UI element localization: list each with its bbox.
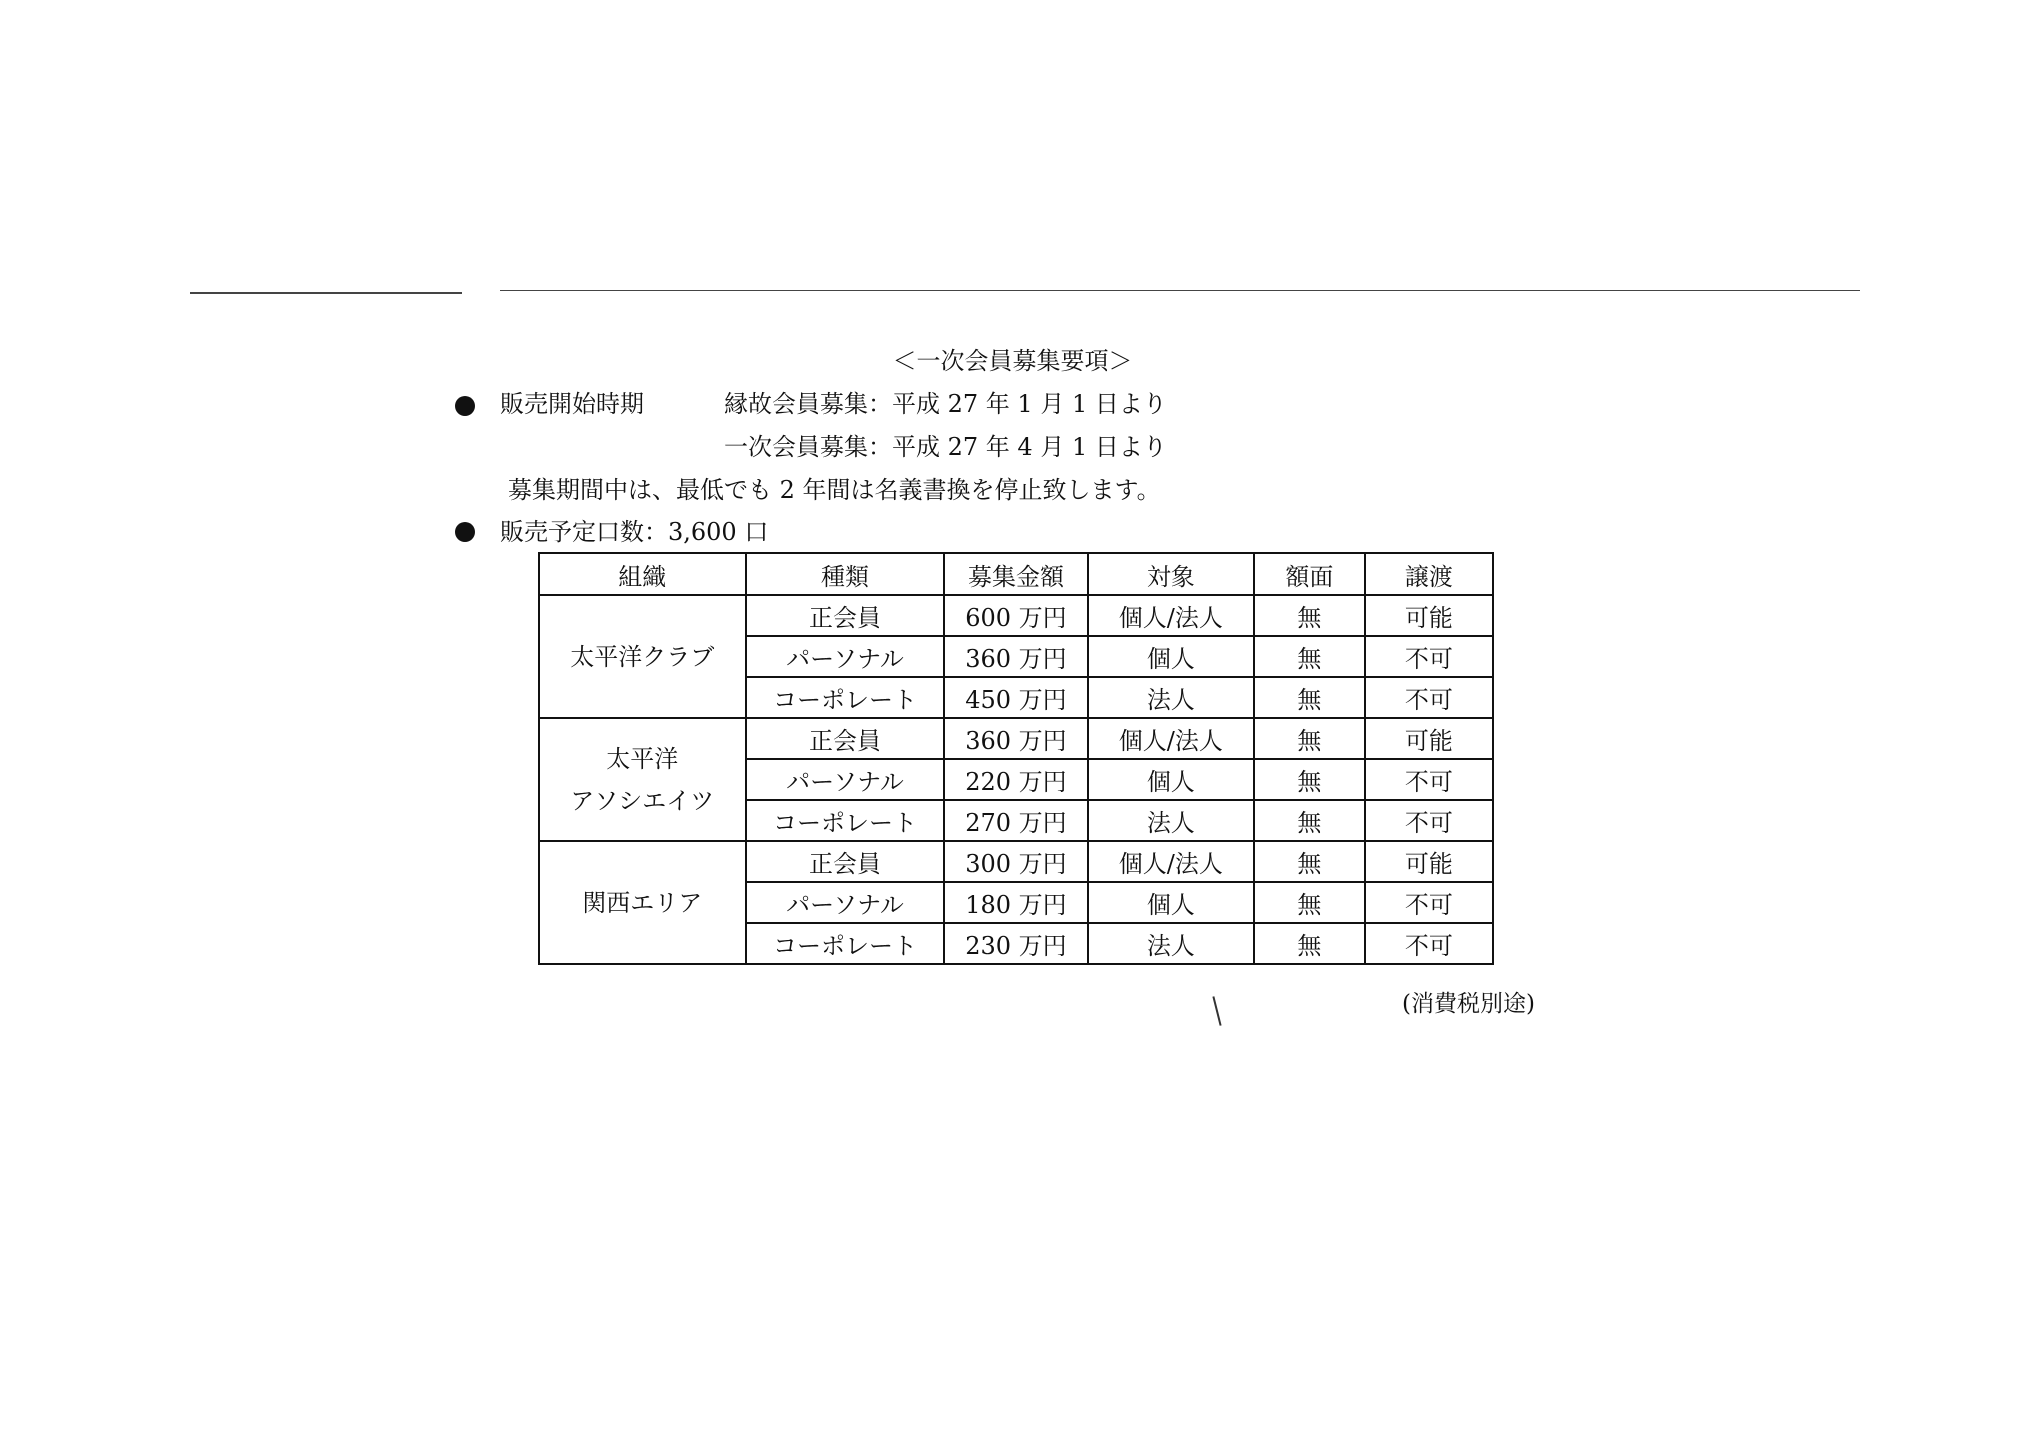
header-org: 組織 bbox=[539, 553, 746, 595]
transfer-cell: 不可 bbox=[1365, 800, 1493, 841]
type-cell: パーソナル bbox=[746, 636, 945, 677]
header-target: 対象 bbox=[1088, 553, 1255, 595]
target-cell: 個人/法人 bbox=[1088, 595, 1255, 636]
header-amount: 募集金額 bbox=[944, 553, 1087, 595]
bullet-icon bbox=[455, 522, 475, 542]
ichiji-recruitment-date: 一次会員募集：平成 27 年 4 月 1 日より bbox=[724, 433, 1167, 461]
amount-cell: 230 万円 bbox=[944, 923, 1087, 964]
face-value-cell: 無 bbox=[1254, 759, 1365, 800]
target-cell: 個人 bbox=[1088, 882, 1255, 923]
tax-note: (消費税別途) bbox=[1402, 991, 1535, 1017]
table-header-row bbox=[539, 553, 1493, 595]
target-cell: 法人 bbox=[1088, 923, 1255, 964]
bullet-icon bbox=[455, 396, 475, 416]
target-cell: 個人/法人 bbox=[1088, 718, 1255, 759]
face-value-cell: 無 bbox=[1254, 923, 1365, 964]
target-cell: 個人/法人 bbox=[1088, 841, 1255, 882]
org-cell: 太平洋クラブ bbox=[539, 595, 746, 718]
stray-pen-mark bbox=[1212, 996, 1221, 1026]
face-value-cell: 無 bbox=[1254, 841, 1365, 882]
face-value-cell: 無 bbox=[1254, 677, 1365, 718]
amount-cell: 270 万円 bbox=[944, 800, 1087, 841]
org-name-line-2: アソシエイツ bbox=[570, 786, 715, 815]
header-transfer: 譲渡 bbox=[1365, 553, 1493, 595]
transfer-cell: 不可 bbox=[1365, 882, 1493, 923]
target-cell: 個人 bbox=[1088, 759, 1255, 800]
type-cell: パーソナル bbox=[746, 759, 945, 800]
amount-cell: 450 万円 bbox=[944, 677, 1087, 718]
type-cell: コーポレート bbox=[746, 800, 945, 841]
transfer-cell: 可能 bbox=[1365, 841, 1493, 882]
document-title: ＜一次会員募集要項＞ bbox=[892, 347, 1133, 375]
face-value-cell: 無 bbox=[1254, 882, 1365, 923]
face-value-cell: 無 bbox=[1254, 800, 1365, 841]
type-cell: コーポレート bbox=[746, 677, 945, 718]
header-type: 種類 bbox=[746, 553, 945, 595]
amount-cell: 180 万円 bbox=[944, 882, 1087, 923]
type-cell: コーポレート bbox=[746, 923, 945, 964]
transfer-cell: 不可 bbox=[1365, 923, 1493, 964]
transfer-cell: 不可 bbox=[1365, 677, 1493, 718]
type-cell: 正会員 bbox=[746, 595, 945, 636]
transfer-suspension-notice: 募集期間中は、最低でも 2 年間は名義書換を停止致します。 bbox=[508, 476, 1161, 504]
org-cell: 関西エリア bbox=[539, 841, 746, 964]
table-row bbox=[539, 841, 1493, 882]
org-name-line-1: 太平洋 bbox=[606, 744, 679, 773]
horizontal-rule-left bbox=[190, 292, 462, 294]
type-cell: 正会員 bbox=[746, 841, 945, 882]
amount-cell: 360 万円 bbox=[944, 718, 1087, 759]
amount-cell: 360 万円 bbox=[944, 636, 1087, 677]
type-cell: パーソナル bbox=[746, 882, 945, 923]
membership-fee-table bbox=[538, 552, 1494, 965]
en-kou-recruitment-date: 縁故会員募集：平成 27 年 1 月 1 日より bbox=[724, 390, 1167, 418]
transfer-cell: 不可 bbox=[1365, 759, 1493, 800]
type-cell: 正会員 bbox=[746, 718, 945, 759]
face-value-cell: 無 bbox=[1254, 636, 1365, 677]
org-cell bbox=[539, 718, 746, 841]
amount-cell: 600 万円 bbox=[944, 595, 1087, 636]
transfer-cell: 可能 bbox=[1365, 595, 1493, 636]
amount-cell: 220 万円 bbox=[944, 759, 1087, 800]
sales-start-label: 販売開始時期 bbox=[500, 390, 644, 418]
table-row bbox=[539, 595, 1493, 636]
target-cell: 個人 bbox=[1088, 636, 1255, 677]
target-cell: 法人 bbox=[1088, 800, 1255, 841]
target-cell: 法人 bbox=[1088, 677, 1255, 718]
horizontal-rule-right bbox=[500, 290, 1860, 291]
table-row bbox=[539, 718, 1493, 759]
transfer-cell: 可能 bbox=[1365, 718, 1493, 759]
header-face-value: 額面 bbox=[1254, 553, 1365, 595]
transfer-cell: 不可 bbox=[1365, 636, 1493, 677]
face-value-cell: 無 bbox=[1254, 718, 1365, 759]
amount-cell: 300 万円 bbox=[944, 841, 1087, 882]
face-value-cell: 無 bbox=[1254, 595, 1365, 636]
planned-units: 販売予定口数：3,600 口 bbox=[500, 518, 769, 546]
